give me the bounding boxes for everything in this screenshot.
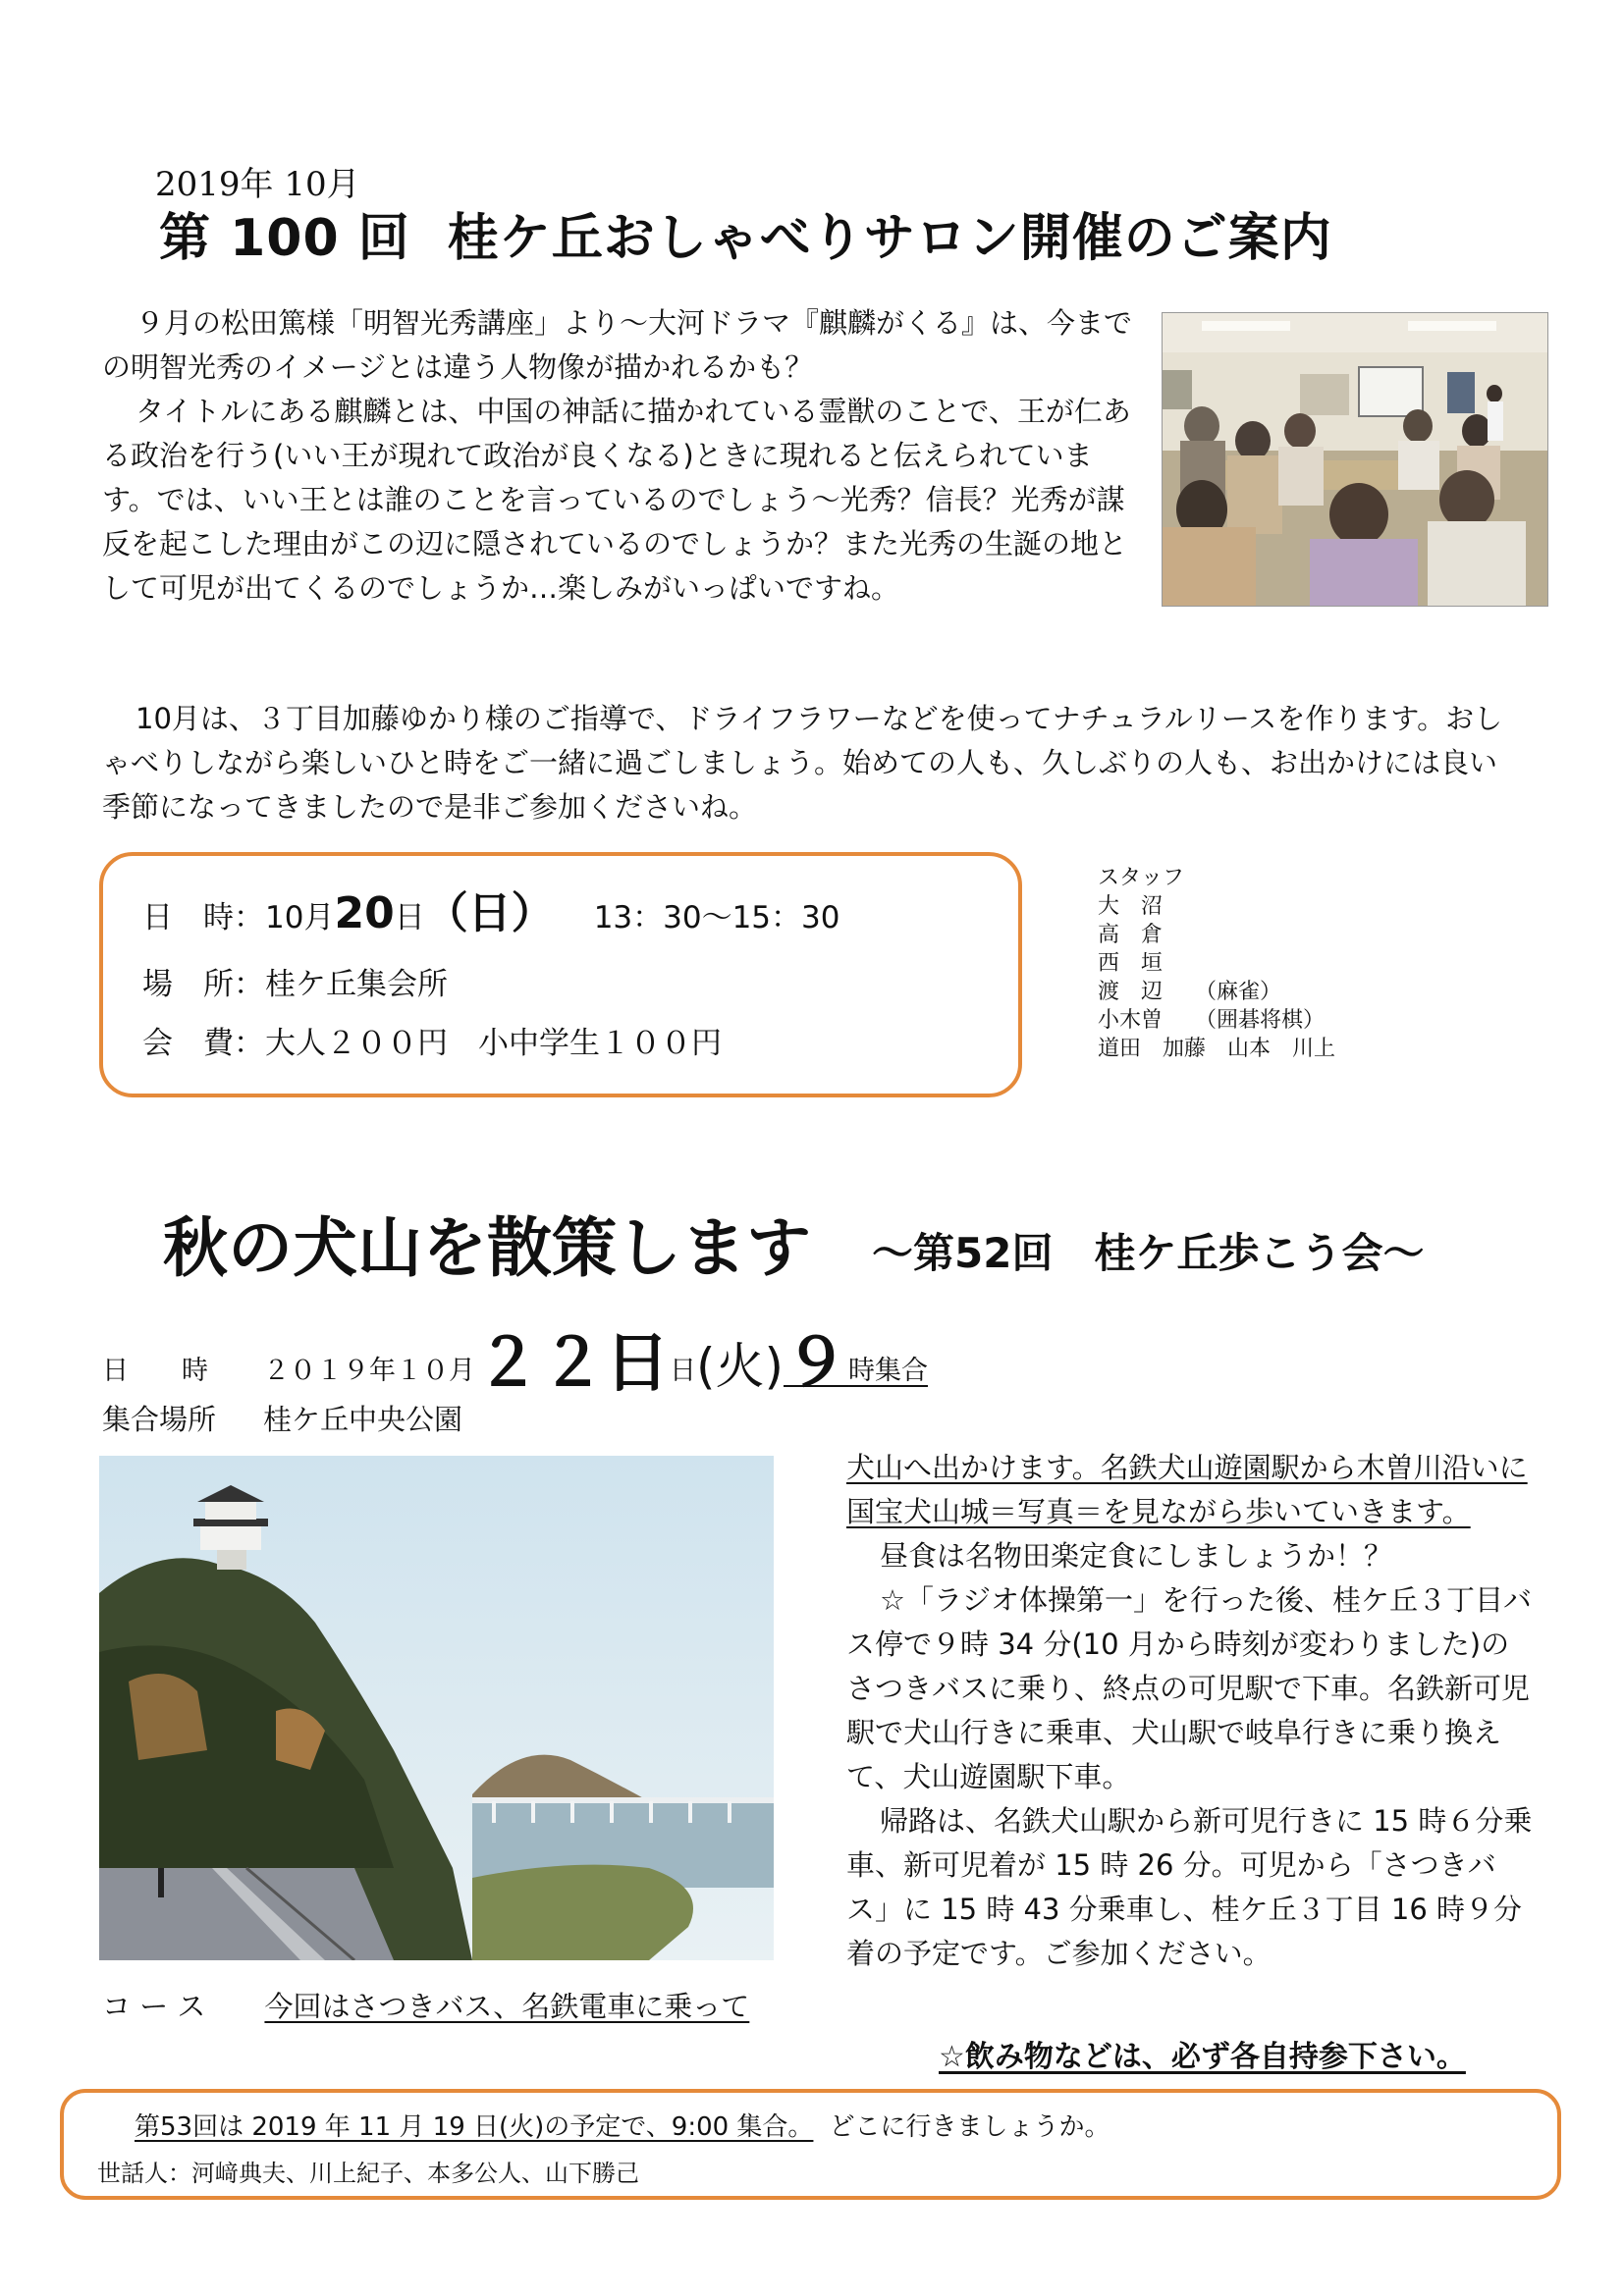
event-fee: 大人２００円 小中学生１００円 bbox=[265, 1026, 722, 1061]
staff-member: 渡 辺 （麻雀） bbox=[1098, 980, 1282, 1004]
issue-date: 2019年 10月 bbox=[155, 165, 360, 204]
meeting-room-illustration bbox=[1163, 313, 1547, 606]
walk-p4-text: 帰路は、名鉄犬山駅から新可児行きに 15 時６分乗車、新可児着が 15 時 26 分。可児から「さつきバス」に 15 時 43 分乗車し、桂ケ丘３丁目 16 時９分着の予定です。ご参加ください。 bbox=[846, 1804, 1533, 1970]
intro-text bbox=[102, 301, 1143, 611]
event-date-weekday: （日） bbox=[424, 888, 555, 938]
walk-date-prefix: ２０１９年１０月 bbox=[263, 1356, 475, 1386]
walk-paragraph-1 bbox=[846, 1446, 1534, 1534]
event-place-row bbox=[142, 959, 448, 1003]
walk-date-small: 日 bbox=[670, 1356, 696, 1386]
meeting-place-row bbox=[102, 1398, 462, 1438]
event-place: 桂ケ丘集会所 bbox=[265, 967, 448, 1002]
staff-member: 道田 加藤 山本 川上 bbox=[1098, 1037, 1336, 1061]
salon-number: 第 100 回 bbox=[159, 209, 410, 268]
october-plan-paragraph bbox=[102, 697, 1516, 829]
event-fee-row bbox=[142, 1018, 722, 1062]
next-meeting-row bbox=[135, 2107, 1110, 2143]
staff-member: 大 沼 bbox=[1098, 894, 1164, 919]
walk-paragraph-4 bbox=[846, 1799, 1534, 1976]
staff-list bbox=[1098, 864, 1412, 1063]
intro-p1-text: ９月の松田篤様「明智光秀講座」より～大河ドラマ『麒麟がくる』は、今までの明智光秀のイメージとは違う人物像が描かれるかも？ bbox=[102, 306, 1133, 384]
event-date-month: 10月 bbox=[265, 900, 335, 935]
course-row bbox=[102, 1985, 749, 2025]
event-date-day: 20 bbox=[334, 888, 395, 938]
salon-title bbox=[159, 196, 1332, 270]
walk-hour: ９ bbox=[784, 1325, 849, 1401]
walk-date-row bbox=[102, 1310, 928, 1404]
next-meeting-text: 第53回は 2019 年 11 月 19 日(火)の予定で、9:00 集合。 bbox=[135, 2112, 814, 2142]
salon-event-box bbox=[99, 852, 1022, 1097]
staff-label: スタッフ bbox=[1098, 866, 1185, 890]
inuyama-castle-photo bbox=[99, 1456, 774, 1960]
staff-member: 小木曽 （囲碁将棋） bbox=[1098, 1008, 1326, 1033]
course-text: 今回はさつきバス、名鉄電車に乗って bbox=[264, 1990, 750, 2023]
event-fee-label: 会 費： bbox=[142, 1026, 264, 1061]
walk-hour-suffix: 時集合 bbox=[848, 1356, 929, 1386]
walk-title: 秋の犬山を散策します bbox=[163, 1210, 811, 1286]
event-date-label: 日 時： bbox=[142, 900, 264, 935]
walk-p3-text: ☆「ラジオ体操第一」を行った後、桂ケ丘３丁目バス停で９時 34 分(10 月から時刻が変わりました)のさつきバスに乗り、終点の可児駅で下車。名鉄新可児駅で犬山行きに乗車、犬山駅で岐阜行きに乗り換えて、犬山遊園駅下車。 bbox=[846, 1583, 1532, 1793]
walk-paragraph-2 bbox=[846, 1534, 1534, 1578]
walk-date-day: ２２日 bbox=[475, 1325, 670, 1401]
intro-paragraph-2 bbox=[102, 390, 1143, 611]
staff-member: 西 垣 bbox=[1098, 951, 1164, 976]
next-meeting-question: どこに行きましょうか。 bbox=[829, 2112, 1110, 2142]
walk-subtitle: ～第52回 桂ケ丘歩こう会～ bbox=[872, 1229, 1425, 1277]
event-date-row bbox=[142, 878, 839, 940]
next-meeting-box bbox=[60, 2089, 1561, 2200]
organizers: 世話人：河﨑典夫、川上紀子、本多公人、山下勝己 bbox=[97, 2160, 639, 2187]
staff-member: 高 倉 bbox=[1098, 923, 1164, 947]
walk-description bbox=[846, 1446, 1534, 1976]
event-time: 13：30～15：30 bbox=[593, 900, 840, 935]
walk-date-weekday: (火) bbox=[696, 1338, 785, 1395]
meeting-place: 桂ケ丘中央公園 bbox=[263, 1403, 463, 1436]
salon-title-text: 桂ケ丘おしゃべりサロン開催のご案内 bbox=[447, 209, 1332, 268]
meeting-place-label: 集合場所 bbox=[102, 1403, 217, 1436]
event-place-label: 場 所： bbox=[142, 967, 264, 1002]
walk-p1-text: 犬山へ出かけます。名鉄犬山遊園駅から木曽川沿いに国宝犬山城＝写真＝を見ながら歩いていきます。 bbox=[846, 1451, 1528, 1528]
walk-p2-text: 昼食は名物田楽定食にしましょうか！？ bbox=[880, 1539, 1393, 1573]
intro-paragraph-1 bbox=[102, 301, 1143, 390]
castle-river-illustration bbox=[99, 1456, 774, 1960]
event-date-unit: 日 bbox=[394, 900, 425, 935]
salon-meeting-photo bbox=[1162, 312, 1548, 607]
walk-paragraph-3 bbox=[846, 1578, 1534, 1799]
bring-note: ☆飲み物などは、必ず各自持参下さい。 bbox=[939, 2040, 1466, 2074]
walk-date-label: 日 時 bbox=[102, 1356, 208, 1386]
intro-p2-text: タイトルにある麒麟とは、中国の神話に描かれている霊獣のことで、王が仁ある政治を行う(いい王が現れて政治が良くなる)ときに現れると伝えられています。では、いい王とは誰のことを言っているのでしょう～光秀？信長？光秀が謀反を起こした理由がこの辺に隠されているのでしょうか？また光秀の生誕の地として可児が出てくるのでしょうか…楽しみがいっぱいですね。 bbox=[102, 395, 1131, 605]
october-plan-text bbox=[102, 697, 1516, 829]
october-plan-body: 10月は、３丁目加藤ゆかり様のご指導で、ドライフラワーなどを使ってナチュラルリースを作ります。おしゃべりしながら楽しいひと時をご一緒に過ごしましょう。始めての人も、久しぶりの人も、お出かけには良い季節になってきましたので是非ご参加くださいね。 bbox=[102, 702, 1503, 824]
course-label: コ ー ス bbox=[102, 1990, 206, 2023]
